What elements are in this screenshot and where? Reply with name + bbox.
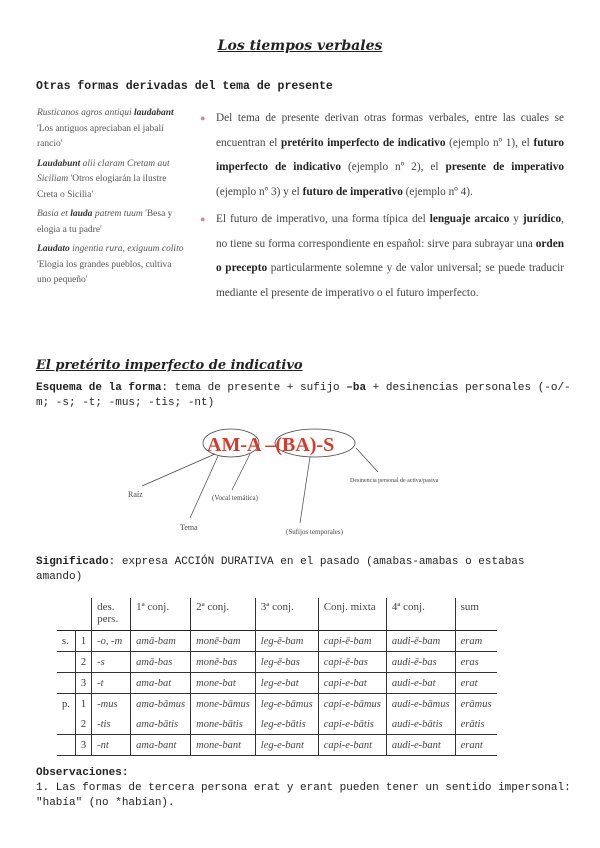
table-header-cell: Conj. mixta bbox=[318, 598, 386, 631]
significado-rest: en el pasado (amabas-amabas o estabas amando) bbox=[36, 556, 525, 583]
esquema-suffix: –ba bbox=[346, 382, 367, 394]
table-cell-cm: capi-ē-bam bbox=[318, 631, 386, 652]
bullet-text bbox=[216, 106, 564, 204]
table-cell-c1: ama-bant bbox=[131, 735, 191, 756]
significado-label: Significado bbox=[36, 556, 109, 568]
label-desinencia: Desinencia personal de activa/pasiva bbox=[350, 478, 439, 484]
bullet-fragment: El futuro de imperativo, una forma típica del bbox=[216, 213, 430, 225]
example-gloss: 'Elogia los grandes pueblos, cultiva uno pequeño' bbox=[37, 259, 172, 285]
table-header-cell: sum bbox=[455, 598, 496, 631]
table-row bbox=[57, 735, 497, 756]
examples-list bbox=[37, 106, 187, 293]
example-gloss: 'Otros elogiarán la ilustre Creta o Sicilia' bbox=[37, 174, 167, 200]
document-title: Los tiempos verbales bbox=[217, 38, 383, 54]
bullet-fragment: y bbox=[509, 213, 523, 225]
table-header-cell: 4ª conj. bbox=[386, 598, 455, 631]
table-row bbox=[57, 673, 497, 694]
esquema-text: : tema de presente + sufijo bbox=[161, 382, 347, 394]
bullet-item bbox=[200, 106, 564, 204]
table-cell-sum: eram bbox=[455, 631, 496, 652]
bullet-text bbox=[216, 207, 564, 305]
bullet-item bbox=[200, 207, 564, 305]
label-tema: Tema bbox=[180, 523, 198, 532]
table-cell-c3: leg-ē-bas bbox=[255, 652, 318, 673]
table-cell-c3: leg-ē-bam bbox=[255, 631, 318, 652]
table-row bbox=[57, 652, 497, 673]
bold-term: jurídico bbox=[522, 213, 562, 225]
bullet-dot-icon: ● bbox=[200, 214, 206, 224]
table-cell-c1: amā-bam bbox=[131, 631, 191, 652]
table-cell-des: -mus bbox=[92, 694, 131, 715]
table-header-cell: des. pers. bbox=[92, 598, 131, 631]
example-item bbox=[37, 242, 187, 289]
table-header-cell: 2ª conj. bbox=[191, 598, 256, 631]
explanation-bullets bbox=[200, 106, 564, 308]
table-cell-cm: capi-e-bātis bbox=[318, 714, 386, 735]
example-item bbox=[37, 207, 187, 238]
bold-term: pretérito imperfecto de indicativo bbox=[281, 136, 446, 149]
table-cell-cm: capi-ē-bas bbox=[318, 652, 386, 673]
table-cell-num bbox=[57, 673, 75, 694]
example-gloss: 'Besa y elogia a tu padre' bbox=[37, 209, 173, 235]
label-vocal: (Vocal temática) bbox=[212, 494, 258, 502]
table-cell-c2: mone-bāmus bbox=[191, 694, 256, 715]
bullet-fragment: (ejemplo nº 3) y el bbox=[216, 185, 303, 198]
table-cell-p: 2 bbox=[75, 714, 91, 735]
table-cell-sum: erāmus bbox=[455, 694, 496, 715]
bullet-fragment: particularmente solemne y de valor universal; se puede traducir mediante el presente de imperativo o el futuro imperfecto. bbox=[216, 262, 564, 299]
example-latin: patrem tuum bbox=[92, 209, 143, 219]
table-cell-c4: audi-ē-bam bbox=[386, 631, 455, 652]
table-cell-num: p. bbox=[57, 694, 75, 715]
label-raiz: Raíz bbox=[128, 490, 143, 499]
table-cell-c4: audi-e-bātis bbox=[386, 714, 455, 735]
table-cell-cm: capi-e-bat bbox=[318, 673, 386, 694]
table-header-cell bbox=[57, 598, 75, 631]
table-header-cell: 3ª conj. bbox=[255, 598, 318, 631]
table-cell-c2: mone-bant bbox=[191, 735, 256, 756]
label-sufijo: (Sufijos temporales) bbox=[286, 528, 343, 536]
table-cell-c4: audi-e-bant bbox=[386, 735, 455, 756]
table-cell-p: 1 bbox=[75, 694, 91, 715]
table-cell-c4: audi-e-bāmus bbox=[386, 694, 455, 715]
table-cell-des: -nt bbox=[92, 735, 131, 756]
bold-term: futuro imperfecto de indicativo bbox=[216, 136, 564, 173]
significado-key: ACCIÓN DURATIVA bbox=[174, 556, 274, 568]
table-cell-c2: mone-bātis bbox=[191, 714, 256, 735]
table-cell-p: 3 bbox=[75, 735, 91, 756]
table-cell-num bbox=[57, 735, 75, 756]
table-cell-sum: eras bbox=[455, 652, 496, 673]
table-cell-cm: capi-e-bāmus bbox=[318, 694, 386, 715]
table-cell-c2: monē-bas bbox=[191, 652, 256, 673]
table-cell-c1: ama-bātis bbox=[131, 714, 191, 735]
example-gloss: 'Los antiguos apreciaban el jabalí rancio' bbox=[37, 123, 164, 149]
table-cell-des: -tis bbox=[92, 714, 131, 735]
bullet-fragment: (ejemplo nº 4). bbox=[402, 185, 473, 198]
morphology-diagram bbox=[110, 420, 490, 550]
example-key-verb: Laudato bbox=[37, 244, 70, 254]
table-header-cell: 1ª conj. bbox=[131, 598, 191, 631]
table-cell-c3: leg-e-bātis bbox=[255, 714, 318, 735]
esquema-rest: + desinencias personales (-o/-m; -s; -t; -mus; -tis; -nt) bbox=[36, 382, 571, 409]
table-cell-num bbox=[57, 714, 75, 735]
example-item bbox=[37, 157, 187, 204]
table-header-cell bbox=[75, 598, 91, 631]
table-cell-c1: ama-bat bbox=[131, 673, 191, 694]
table-cell-c3: leg-e-bant bbox=[255, 735, 318, 756]
bold-term: orden o precepto bbox=[216, 237, 564, 274]
significado-text: : expresa bbox=[108, 556, 175, 568]
bold-term: lenguaje arcaico bbox=[429, 213, 510, 225]
table-row bbox=[57, 714, 497, 735]
significado bbox=[36, 555, 576, 585]
table-header-row bbox=[57, 598, 497, 631]
example-latin: alii claram Cretam aut Siciliam bbox=[37, 158, 170, 184]
section-heading-otras-formas: Otras formas derivadas del tema de presente bbox=[36, 80, 333, 93]
bold-term: futuro de imperativo bbox=[302, 185, 403, 198]
table-cell-c3: leg-e-bāmus bbox=[255, 694, 318, 715]
table-cell-num: s. bbox=[57, 631, 75, 652]
table-row bbox=[57, 694, 497, 715]
table-cell-des: -s bbox=[92, 652, 131, 673]
table-cell-p: 3 bbox=[75, 673, 91, 694]
esquema-label: Esquema de la forma bbox=[36, 382, 162, 394]
bold-term: presente de imperativo bbox=[445, 161, 564, 173]
example-item bbox=[37, 106, 187, 153]
table-cell-c2: monē-bam bbox=[191, 631, 256, 652]
table-cell-c2: mone-bat bbox=[191, 673, 256, 694]
table-cell-des: -o, -m bbox=[92, 631, 131, 652]
table-cell-sum: erat bbox=[455, 673, 496, 694]
example-key-verb: Laudabunt bbox=[37, 158, 81, 169]
bullet-dot-icon: ● bbox=[200, 113, 206, 123]
example-key-verb: lauda bbox=[70, 209, 93, 219]
table-cell-cm: capi-e-bant bbox=[318, 735, 386, 756]
table-cell-c1: amā-bas bbox=[131, 652, 191, 673]
observacion-item: 1. Las formas de tercera persona erat y erant pueden tener un sentido impersonal: "había" (no *habían). bbox=[36, 782, 571, 809]
diagram-formula: AM-A –(BA)-S bbox=[207, 434, 335, 456]
table-cell-c3: leg-e-bat bbox=[255, 673, 318, 694]
bullet-fragment: Del tema de presente derivan otras formas verbales, entre las cuales se encuentran el bbox=[216, 112, 564, 149]
conjugation-table bbox=[57, 598, 497, 756]
bullet-fragment: (ejemplo nº 1), el bbox=[445, 136, 534, 149]
esquema-de-la-forma bbox=[36, 381, 576, 411]
observaciones-label: Observaciones bbox=[36, 767, 122, 779]
table-cell-sum: erant bbox=[455, 735, 496, 756]
bullet-fragment: , no tiene su forma correspondiente en español: sirve para subrayar una bbox=[216, 213, 564, 250]
table-cell-sum: erātis bbox=[455, 714, 496, 735]
example-latin: Basia et bbox=[37, 209, 71, 219]
table-cell-c4: audi-ē-bas bbox=[386, 652, 455, 673]
section-heading-preterito: El pretérito imperfecto de indicativo bbox=[36, 358, 303, 373]
observaciones: Observaciones: 1. Las formas de tercera persona erat y erant pueden tener un sentido impersonal: "había" (no *habían). bbox=[36, 766, 576, 811]
example-latin: ingentia rura, exiguum colito bbox=[69, 244, 184, 254]
table-cell-c1: ama-bāmus bbox=[131, 694, 191, 715]
table-row bbox=[57, 631, 497, 652]
table-cell-num bbox=[57, 652, 75, 673]
example-latin: Rusticanos agros antiqui bbox=[37, 108, 135, 118]
example-key-verb: laudabant bbox=[134, 108, 174, 118]
table-cell-c4: audi-e-bat bbox=[386, 673, 455, 694]
table-cell-des: -t bbox=[92, 673, 131, 694]
bullet-fragment: (ejemplo nº 2), el bbox=[340, 161, 446, 173]
table-cell-p: 2 bbox=[75, 652, 91, 673]
table-cell-p: 1 bbox=[75, 631, 91, 652]
